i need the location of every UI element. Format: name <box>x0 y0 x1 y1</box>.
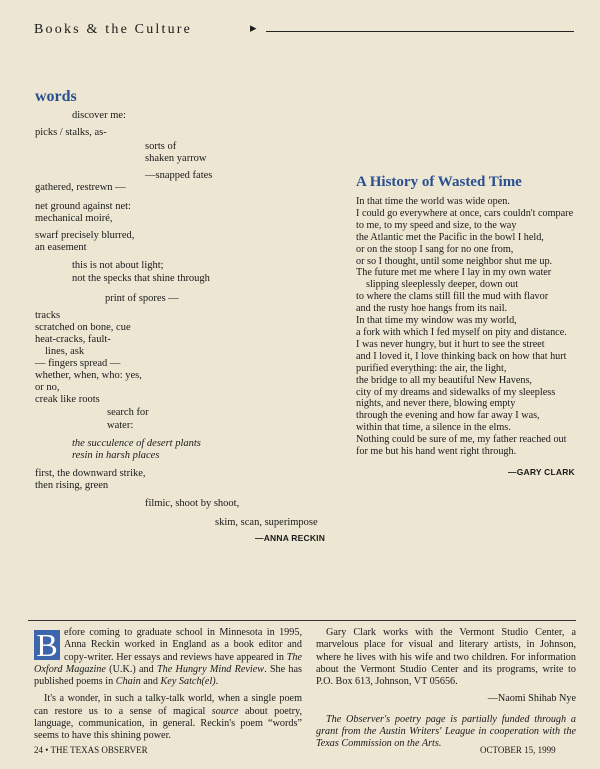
text: . <box>215 676 219 688</box>
poem-line: —snapped fates <box>145 170 213 181</box>
poem-line: I could go everywhere at once, cars couldn't compare <box>356 207 574 219</box>
poem-line: whether, when, who: yes, <box>35 370 142 381</box>
poem-line: discover me: <box>72 110 126 121</box>
poem-line: scratched on bone, cue <box>35 322 131 333</box>
poem-line: not the specks that shine through <box>72 273 210 284</box>
poem-line: filmic, shoot by shoot, <box>145 498 240 509</box>
poem-line: nights, and never there, blowing empty <box>356 398 516 410</box>
section-divider <box>28 620 576 621</box>
header-rule <box>266 31 574 32</box>
poem-line: or so I thought, until some neighbor shut me up. <box>356 255 553 267</box>
bio-column-right <box>316 627 576 756</box>
page-footer-date: OCTOBER 15, 1999 <box>480 745 556 755</box>
bio-paragraph-clark: Gary Clark works with the Vermont Studio Center, a marvelous place for visual and literary artists, in Johnson, where he lives with his wife and two children. For information about the Vermont Studio Center and its programs, write to P.O. Box 613, Johnson, VT 05656. <box>316 627 576 688</box>
poem-line: tracks <box>35 310 61 321</box>
poem-line: this is not about light; <box>72 260 164 271</box>
poem-line: or no, <box>35 382 60 393</box>
publication-title: Key Satch(el) <box>160 676 216 688</box>
poem-line: picks / stalks, as- <box>35 127 107 138</box>
poem-title-words: words <box>35 88 77 105</box>
publication-title: The Hungry Mind Review <box>156 663 265 675</box>
poem-line: then rising, green <box>35 480 109 491</box>
poem-body-history <box>356 196 573 458</box>
poem-line: to where the clams still fill the mud with flavor <box>356 291 549 303</box>
poem-line: The future met me where I lay in my own water <box>356 267 552 279</box>
poem-line: within that time, a silence in the elms. <box>356 422 511 434</box>
poem-line: to me, to my speed and size, to the way <box>356 219 517 231</box>
poem-line: through the evening and how far away I was, <box>356 410 540 422</box>
text: . She has published poems in <box>34 663 302 688</box>
poem-line: or on the stoop I sang for no one from, <box>356 243 514 255</box>
poem-line: lines, ask <box>45 346 85 357</box>
poem-line: search for <box>107 407 149 418</box>
section-header <box>34 20 574 40</box>
text: and <box>140 676 161 688</box>
poem-line: first, the downward strike, <box>35 468 146 479</box>
publication-title: Chain <box>115 676 141 688</box>
poem-line: water: <box>107 420 134 431</box>
poem-line: swarf precisely blurred, <box>35 230 135 241</box>
funding-credit: The Observer's poetry page is partially funded through a grant from the Austin Writers' League in cooperation with the Texas Commission on the Arts. <box>316 713 576 750</box>
signoff: —Naomi Shihab Nye <box>487 693 576 705</box>
triangle-arrow-icon: ▸ <box>250 20 257 35</box>
bio-paragraph-reckin <box>34 627 302 688</box>
poem-line: the bridge to all my beautiful New Havens, <box>356 374 532 386</box>
poem-line: creak like roots <box>35 394 100 405</box>
poem-line: I was never hungry, but it hurt to see the street <box>356 338 545 350</box>
poem-line: net ground against net: <box>35 201 131 212</box>
page-footer-folio: 24 • THE TEXAS OBSERVER <box>34 745 148 755</box>
poem-line: the Atlantic met the Pacific in the bowl I held, <box>356 231 544 243</box>
text: efore coming to graduate school in Minnesota in 1995, Anna Reckin worked in England as a book editor and copy-writer. Her essays and reviews have appeared in <box>64 627 302 663</box>
poem-line: mechanical moiré, <box>35 213 113 224</box>
text: about poetry, language, communication, in general. Reckin's poem “words” seems to have this shining power. <box>34 705 303 742</box>
poem-line: Nothing could be sure of me, my father reached out <box>356 434 567 446</box>
poem-line: slipping sleeplessly deeper, down out <box>366 279 519 291</box>
poem-line: In that time the world was wide open. <box>356 196 510 207</box>
text: It's a wonder, in such a talky-talk world, when a single poem can restore us to a sense of magical <box>34 693 302 717</box>
poem-line: a fork with which I fed myself on pity and distance. <box>356 326 567 338</box>
poem-line: an easement <box>35 242 87 253</box>
poem-line: In that time my window was my world, <box>356 315 517 327</box>
publication-title: The Oxford Magazine <box>34 651 302 675</box>
commentary-paragraph <box>34 693 302 742</box>
poem-title-history: A History of Wasted Time <box>356 174 522 190</box>
section-title: Books & the Culture <box>34 22 193 37</box>
poem-line: print of spores — <box>105 293 179 304</box>
poem-line: for me but his hand went right through. <box>356 446 517 458</box>
byline-anna-reckin: —ANNA RECKIN <box>255 533 326 543</box>
emphasis: source <box>211 705 239 717</box>
poem-line: gathered, restrewn — <box>35 182 126 193</box>
bio-column-left <box>34 627 302 748</box>
poem-line: and the rusty hoe hangs from its nail. <box>356 303 508 315</box>
poem-line: resin in harsh places <box>72 450 160 461</box>
poem-line: and I loved it, I love thinking back on how that hurt <box>356 350 567 362</box>
poem-line: shaken yarrow <box>145 153 207 164</box>
byline-gary-clark: —GARY CLARK <box>508 467 575 477</box>
text: (U.K.) and <box>105 663 157 675</box>
poem-line: skim, scan, superimpose <box>215 517 318 528</box>
poem-line: the succulence of desert plants <box>72 438 201 449</box>
drop-cap: B <box>34 630 60 660</box>
poem-line: purified everything: the air, the light, <box>356 362 507 374</box>
poem-line: — fingers spread — <box>35 358 121 369</box>
poem-line: city of my dreams and sidewalks of my sleepless <box>356 386 556 398</box>
poem-line: heat-cracks, fault- <box>35 334 111 345</box>
poem-line: sorts of <box>145 141 177 152</box>
